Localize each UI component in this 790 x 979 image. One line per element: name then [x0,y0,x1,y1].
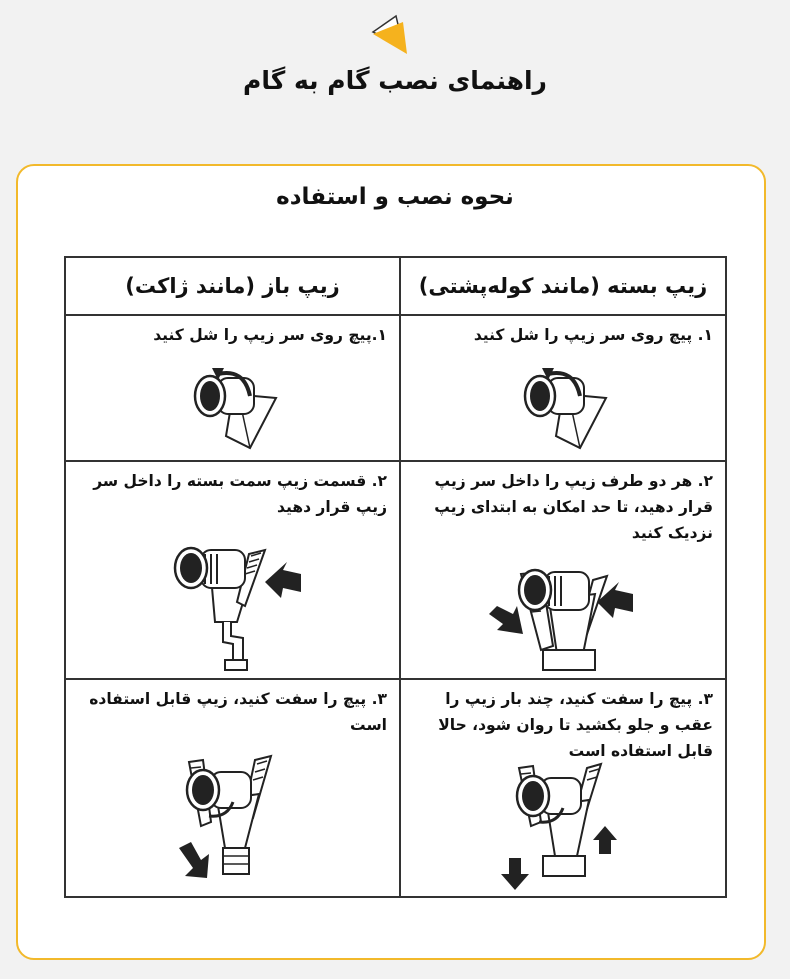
insert-both-sides-illustration-icon [483,554,643,674]
open-step-3-text: ۳. پیچ را سفت کنید، زیپ قابل استفاده است [89,690,387,734]
closed-step-1-cell [400,315,726,461]
loosen-screw-illustration-icon [508,356,618,456]
tighten-screw-illustration-icon [163,752,303,892]
open-step-2-text: ۲. قسمت زیپ سمت بسته را داخل سر زیپ قرار دهید [93,472,387,516]
open-step-1-cell [65,315,400,461]
open-step-3-cell [65,679,400,897]
closed-step-3-cell [400,679,726,897]
column-header-closed-zipper: زیپ بسته (مانند کوله‌پشتی) [400,257,726,315]
installation-table [64,256,727,898]
pull-zipper-illustration-icon [493,762,633,892]
insert-zipper-illustration-icon [153,526,313,674]
closed-step-2-text: ۲. هر دو طرف زیپ را داخل سر زیپ قرار دهید، تا حد امکان به ابتدای زیپ نزدیک کنید [434,472,713,542]
page-title: راهنمای نصب گام به گام [243,66,547,95]
open-step-2-cell [65,461,400,679]
column-header-open-zipper: زیپ باز (مانند ژاکت) [65,257,400,315]
guide-title: نحوه نصب و استفاده [276,184,514,210]
closed-step-2-cell [400,461,726,679]
logo-icon [363,8,413,58]
loosen-screw-illustration-icon [178,356,288,456]
closed-step-1-text: ۱. پیچ روی سر زیپ را شل کنید [473,326,713,344]
closed-step-3-text: ۳. پیچ را سفت کنید، چند بار زیپ را عقب و جلو بکشید تا روان شود، حالا قابل استفاده است [438,690,713,760]
open-step-1-text: ۱.پیچ روی سر زیپ را شل کنید [153,326,387,344]
